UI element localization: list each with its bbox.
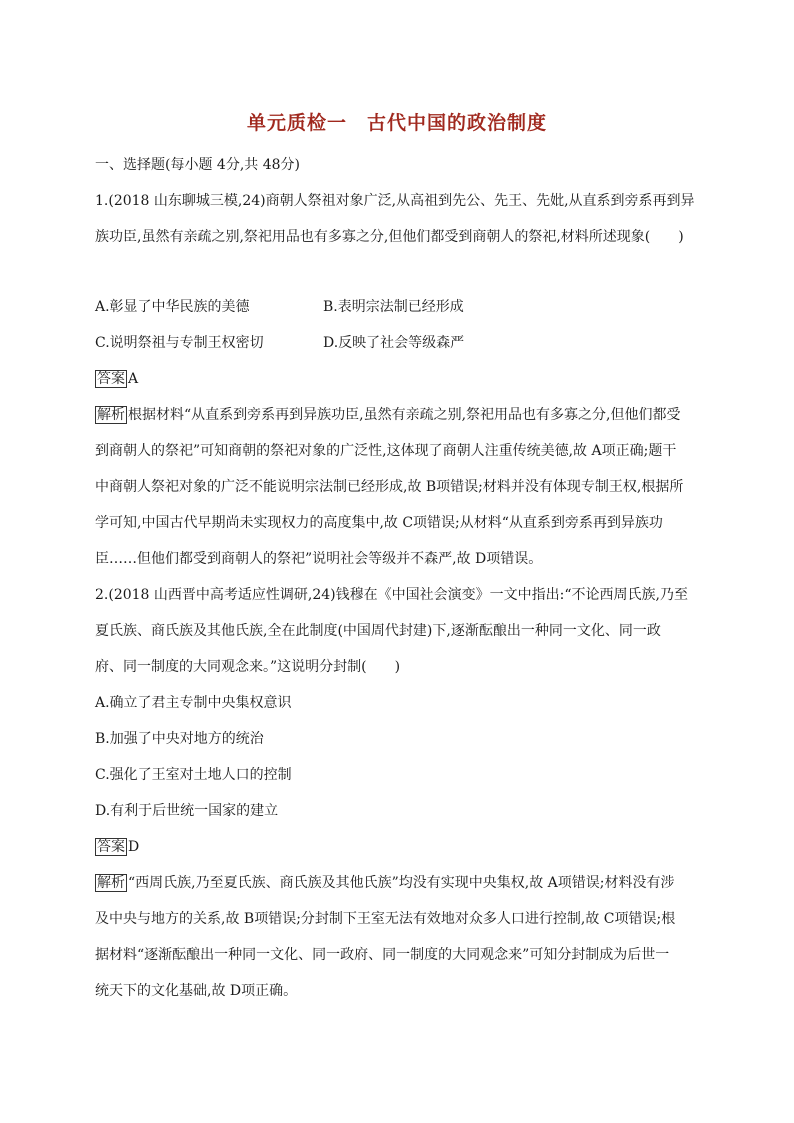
q2-answer <box>95 838 139 856</box>
q2-option-b: B.加强了中央对地方的统治 <box>95 731 264 747</box>
q1-stem-line-2: 族功臣,虽然有亲疏之别,祭祀用品也有多寡之分,但他们都受到商朝人的祭祀,材料所述现象( ) <box>95 229 684 245</box>
analysis-label: 解析 <box>97 875 125 891</box>
q1-option-c: C.说明祭祖与专制王权密切 <box>95 335 264 351</box>
q2-analysis-line-4: 统天下的文化基础,故 D项正确。 <box>95 983 298 999</box>
q2-analysis-line-2: 及中央与地方的关系,故 B项错误;分封制下王室无法有效地对众多人口进行控制,故 C项错误;根 <box>95 911 676 927</box>
q2-option-d: D.有利于后世统一国家的建立 <box>95 803 279 819</box>
q1-analysis-text-1: 根据材料“从直系到旁系再到异族功臣,虽然有亲疏之别,祭祀用品也有多寡之分,但他们都受 <box>128 407 681 423</box>
q1-analysis-line-4: 学可知,中国古代早期尚未实现权力的高度集中,故 C项错误;从材料“从直系到旁系再到异族功 <box>95 515 663 531</box>
answer-label: 答案 <box>97 839 125 855</box>
page-title: 单元质检一 古代中国的政治制度 <box>246 112 547 134</box>
q2-stem-line-3: 府、同一制度的大同观念来。”这说明分封制( ) <box>95 659 401 675</box>
q1-analysis-line-1 <box>95 406 681 424</box>
q1-option-a: A.彰显了中华民族的美德 <box>95 299 250 315</box>
analysis-label: 解析 <box>97 407 125 423</box>
answer-label: 答案 <box>97 371 125 387</box>
q1-stem-line-1: 1.(2018 山东聊城三模,24)商朝人祭祖对象广泛,从高祖到先公、先王、先妣,从直系到旁系再到异 <box>95 193 695 209</box>
q1-analysis-line-5: 臣……但他们都受到商朝人的祭祀”说明社会等级并不森严,故 D项错误。 <box>95 551 543 567</box>
q1-answer <box>95 370 138 388</box>
q2-analysis-line-1 <box>95 874 675 892</box>
q2-stem-line-2: 夏氏族、商氏族及其他氏族,全在此制度(中国周代封建)下,逐渐酝酿出一种同一文化、同一政 <box>95 623 661 639</box>
q2-analysis-line-3: 据材料“逐渐酝酿出一种同一文化、同一政府、同一制度的大同观念来”可知分封制成为后世一 <box>95 947 670 963</box>
q1-analysis-line-3: 中商朝人祭祀对象的广泛不能说明宗法制已经形成,故 B项错误;材料并没有体现专制王权,根据所 <box>95 479 684 495</box>
q2-option-a: A.确立了君主专制中央集权意识 <box>95 695 292 711</box>
q1-answer-value: A <box>128 371 139 387</box>
q1-analysis-line-2: 到商朝人的祭祀”可知商朝的祭祀对象的广泛性,这体现了商朝人注重传统美德,故 A项正确;题干 <box>95 443 677 459</box>
q2-option-c: C.强化了王室对土地人口的控制 <box>95 767 292 783</box>
q1-option-b: B.表明宗法制已经形成 <box>323 299 464 315</box>
q1-option-d: D.反映了社会等级森严 <box>323 335 465 351</box>
q2-answer-value: D <box>128 839 140 855</box>
q2-analysis-text-1: “西周氏族,乃至夏氏族、商氏族及其他氏族”均没有实现中央集权,故 A项错误;材料没有涉 <box>128 875 675 891</box>
section-heading: 一、选择题(每小题 4分,共 48分) <box>95 157 300 173</box>
q2-stem-line-1: 2.(2018 山西晋中高考适应性调研,24)钱穆在《中国社会演变》一文中指出:“不论西周氏族,乃至 <box>95 587 688 603</box>
